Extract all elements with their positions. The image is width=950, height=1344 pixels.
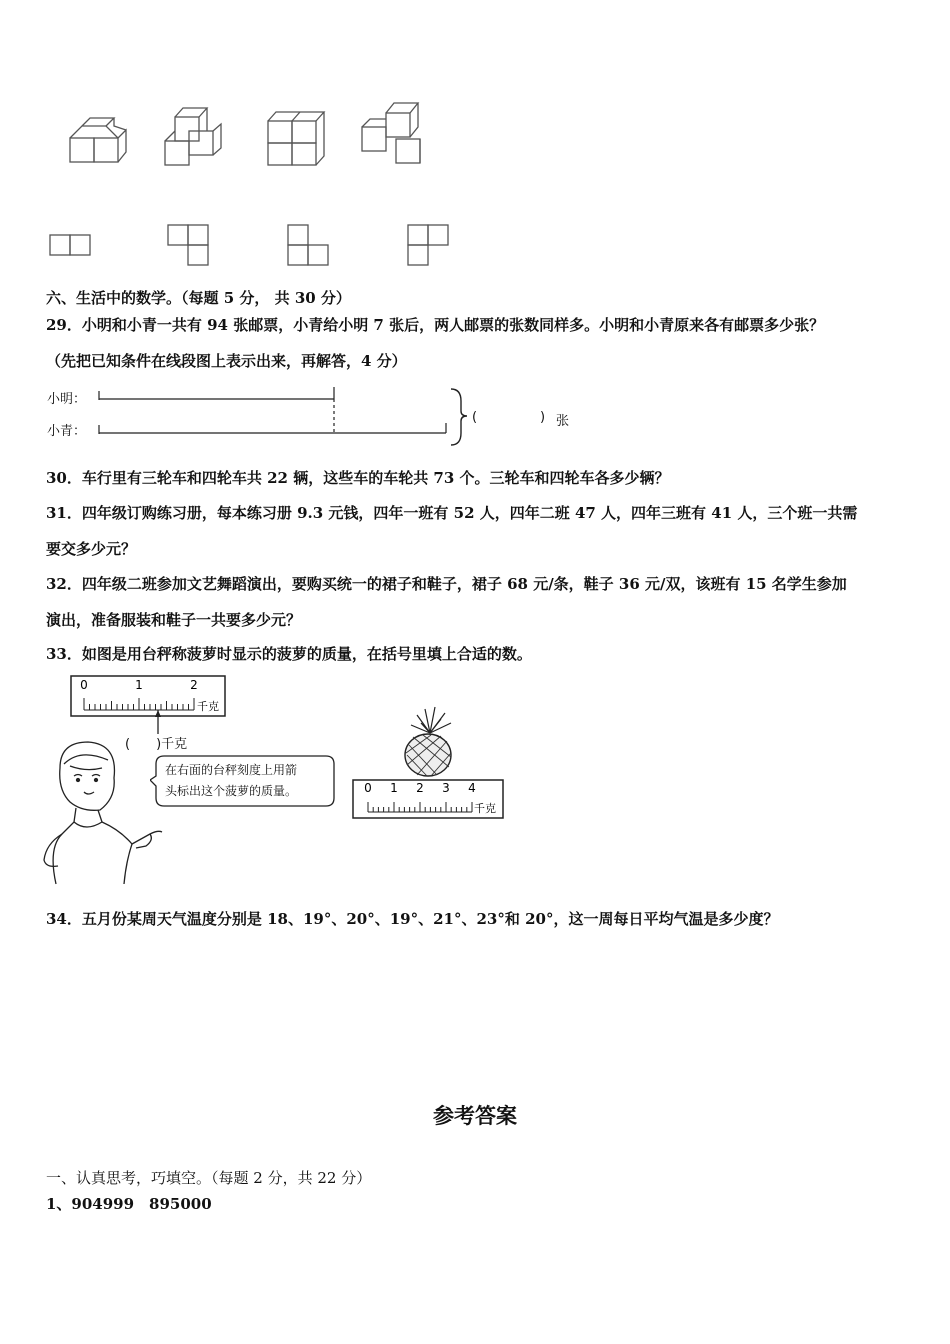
question-31-line1: 31．四年级订购练习册，每本练习册 9.3 元钱，四年一班有 52 人，四年二班 47 人，四年三班有 41 人，三个班一共需	[46, 504, 858, 522]
question-33: 33．如图是用台秤称菠萝时显示的菠萝的质量，在括号里填上合适的数。	[46, 645, 532, 663]
cube-figure-3	[268, 112, 324, 165]
label-xiaoqing: 小青：	[47, 424, 87, 439]
view-figures	[45, 222, 455, 272]
answers-section-1: 一、认真思考，巧填空。（每题 2 分，共 22 分）	[46, 1169, 372, 1187]
answers-title: 参考答案	[433, 1104, 517, 1128]
cube-figure-4	[362, 103, 420, 163]
bracket-close: )	[540, 410, 546, 425]
segment-diagram	[95, 385, 478, 450]
question-32-line2: 演出，准备服装和鞋子一共要多少元？	[46, 611, 302, 629]
scale-2-tick-2: 2	[416, 781, 424, 795]
bracket-open: (	[472, 410, 478, 425]
scale-1-answer-blank: ( )千克	[125, 737, 188, 752]
scale-2-tick-4: 4	[468, 781, 476, 795]
question-31-line2: 要交多少元？	[46, 540, 137, 558]
question-32-line1: 32．四年级二班参加文艺舞蹈演出，要购买统一的裙子和鞋子，裙子 68 元/条，鞋子 36 元/双，该班有 15 名学生参加	[46, 575, 847, 593]
scale-1-tick-0: 0	[80, 678, 88, 692]
scale-1-tick-1: 1	[135, 678, 143, 692]
scale-2-unit: 千克	[474, 802, 496, 815]
view-figure-2	[168, 225, 208, 265]
cube-figure-2	[165, 108, 221, 165]
view-figure-3	[288, 225, 328, 265]
question-34: 34．五月份某周天气温度分别是 18、19°、20°、19°、21°、23°和 20°，这一周每日平均气温是多少度？	[46, 910, 779, 928]
pineapple-image	[395, 705, 465, 780]
unit-zhang: 张	[556, 414, 570, 429]
question-30: 30．车行里有三轮车和四轮车共 22 辆，这些车的车轮共 73 个。三轮车和四轮车各多少辆？	[46, 469, 670, 487]
question-29: 29．小明和小青一共有 94 张邮票，小青给小明 7 张后，两人邮票的张数同样多。小明和小青原来各有邮票多少张？	[46, 316, 825, 334]
cube-figure-1	[70, 118, 126, 162]
scale-2	[352, 778, 507, 822]
speech-line-1: 在右面的台秤刻度上用箭	[165, 763, 298, 777]
speech-line-2: 头标出这个菠萝的质量。	[165, 784, 298, 798]
view-figure-1	[50, 235, 90, 255]
section-6-heading: 六、生活中的数学。（每题 5 分， 共 30 分）	[46, 289, 351, 307]
view-figure-4	[408, 225, 448, 265]
scale-2-tick-3: 3	[442, 781, 450, 795]
scale-1-tick-2: 2	[190, 678, 198, 692]
cube-figures	[60, 95, 440, 175]
scale-1-unit: 千克	[197, 700, 219, 713]
question-29-hint: （先把已知条件在线段图上表示出来，再解答，4 分）	[46, 352, 407, 370]
scale-1	[70, 674, 230, 736]
scale-2-tick-1: 1	[390, 781, 398, 795]
girl-illustration	[40, 738, 165, 886]
answer-1: 1、904999 895000	[46, 1195, 212, 1213]
scale-2-tick-0: 0	[364, 781, 372, 795]
label-xiaoming: 小明：	[47, 392, 87, 407]
